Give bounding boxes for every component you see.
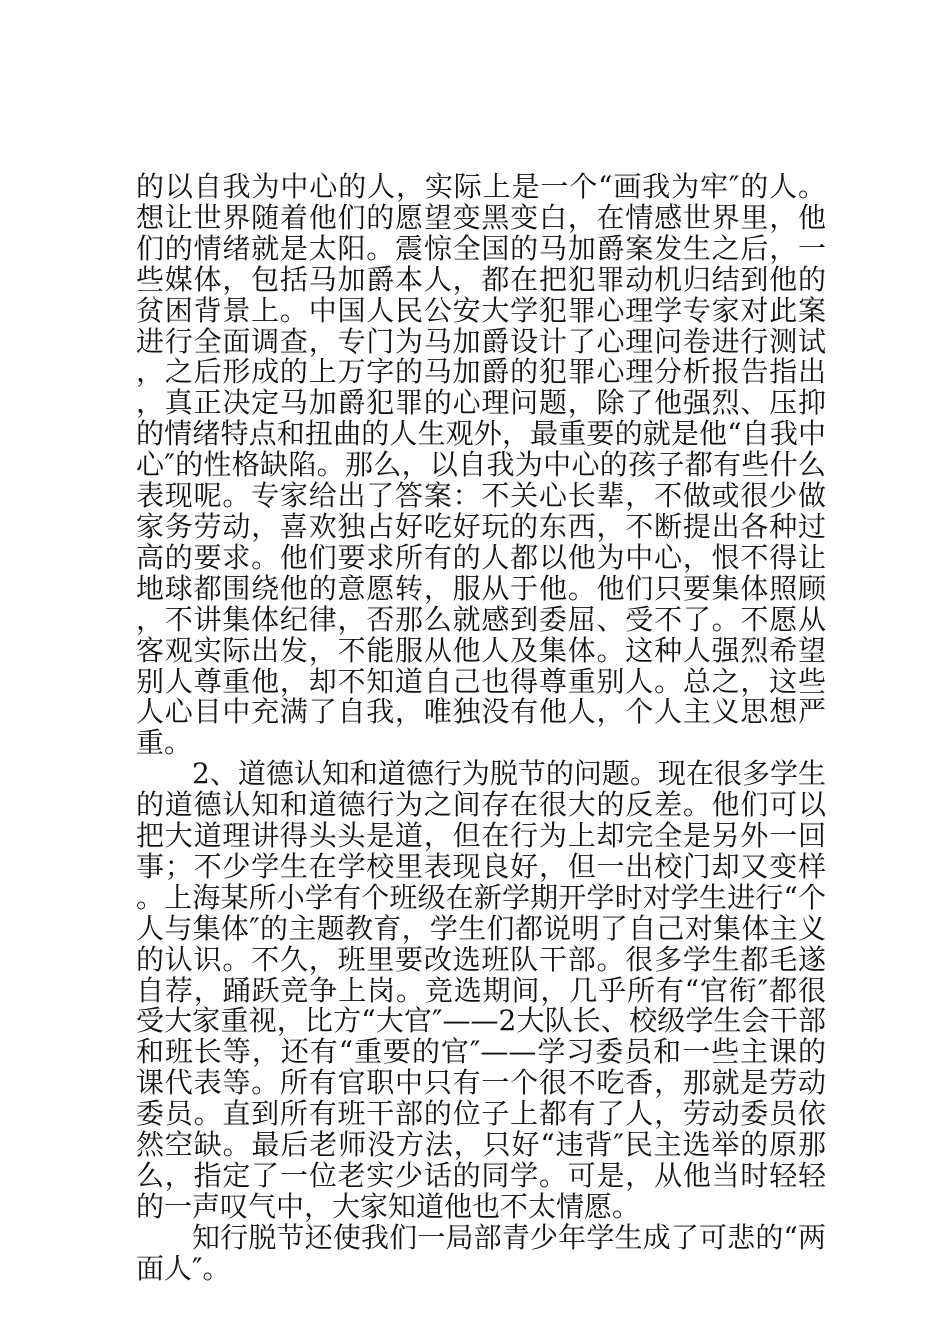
paragraph-3: 知行脱节还使我们一局部青少年学生成了可悲的“两面人″。 bbox=[136, 1220, 826, 1285]
document-body bbox=[136, 172, 826, 1285]
paragraph-2: 2、道德认知和道德行为脱节的问题。现在很多学生的道德认知和道德行为之间存在很大的反差。他们可以把大道理讲得头头是道，但在行为上却完全是另外一回事；不少学生在学校里表现良好，但一出校门却又变样。上海某所小学有个班级在新学期开学时对学生进行“个人与集体″的主题教育，学生们都说明了自己对集体主义的认识。不久，班里要改选班队干部。很多学生都毛遂自荐，踊跃竞争上岗。竞选期间，几乎所有“官衔″都很受大家重视，比方“大官″——2大队长、校级学生会干部和班长等，还有“重要的官″——学习委员和一些主课的课代表等。所有官职中只有一个很不吃香，那就是劳动委员。直到所有班干部的位子上都有了人，劳动委员依然空缺。最后老师没方法，只好“违背″民主选举的原那么，指定了一位老实少话的同学。可是，从他当时轻轻的一声叹气中，大家知道他也不太情愿。 bbox=[136, 757, 826, 1223]
paragraph-1: 的以自我为中心的人，实际上是一个“画我为牢″的人。想让世界随着他们的愿望变黑变白，在情感世界里，他们的情绪就是太阳。震惊全国的马加爵案发生之后，一些媒体，包括马加爵本人，都在把犯罪动机归结到他的贫困背景上。中国人民公安大学犯罪心理学专家对此案进行全面调查，专门为马加爵设计了心理问卷进行测试，之后形成的上万字的马加爵的犯罪心理分析报告指出，真正决定马加爵犯罪的心理问题，除了他强烈、压抑的情绪特点和扭曲的人生观外，最重要的就是他“自我中心″的性格缺陷。那么，以自我为中心的孩子都有些什么表现呢。专家给出了答案：不关心长辈，不做或很少做家务劳动，喜欢独占好吃好玩的东西，不断提出各种过高的要求。他们要求所有的人都以他为中心，恨不得让地球都围绕他的意愿转，服从于他。他们只要集体照顾，不讲集体纪律，否那么就感到委屈、受不了。不愿从客观实际出发，不能服从他人及集体。这种人强烈希望别人尊重他，却不知道自己也得尊重别人。总之，这些人心目中充满了自我，唯独没有他人，个人主义思想严重。 bbox=[136, 170, 826, 760]
